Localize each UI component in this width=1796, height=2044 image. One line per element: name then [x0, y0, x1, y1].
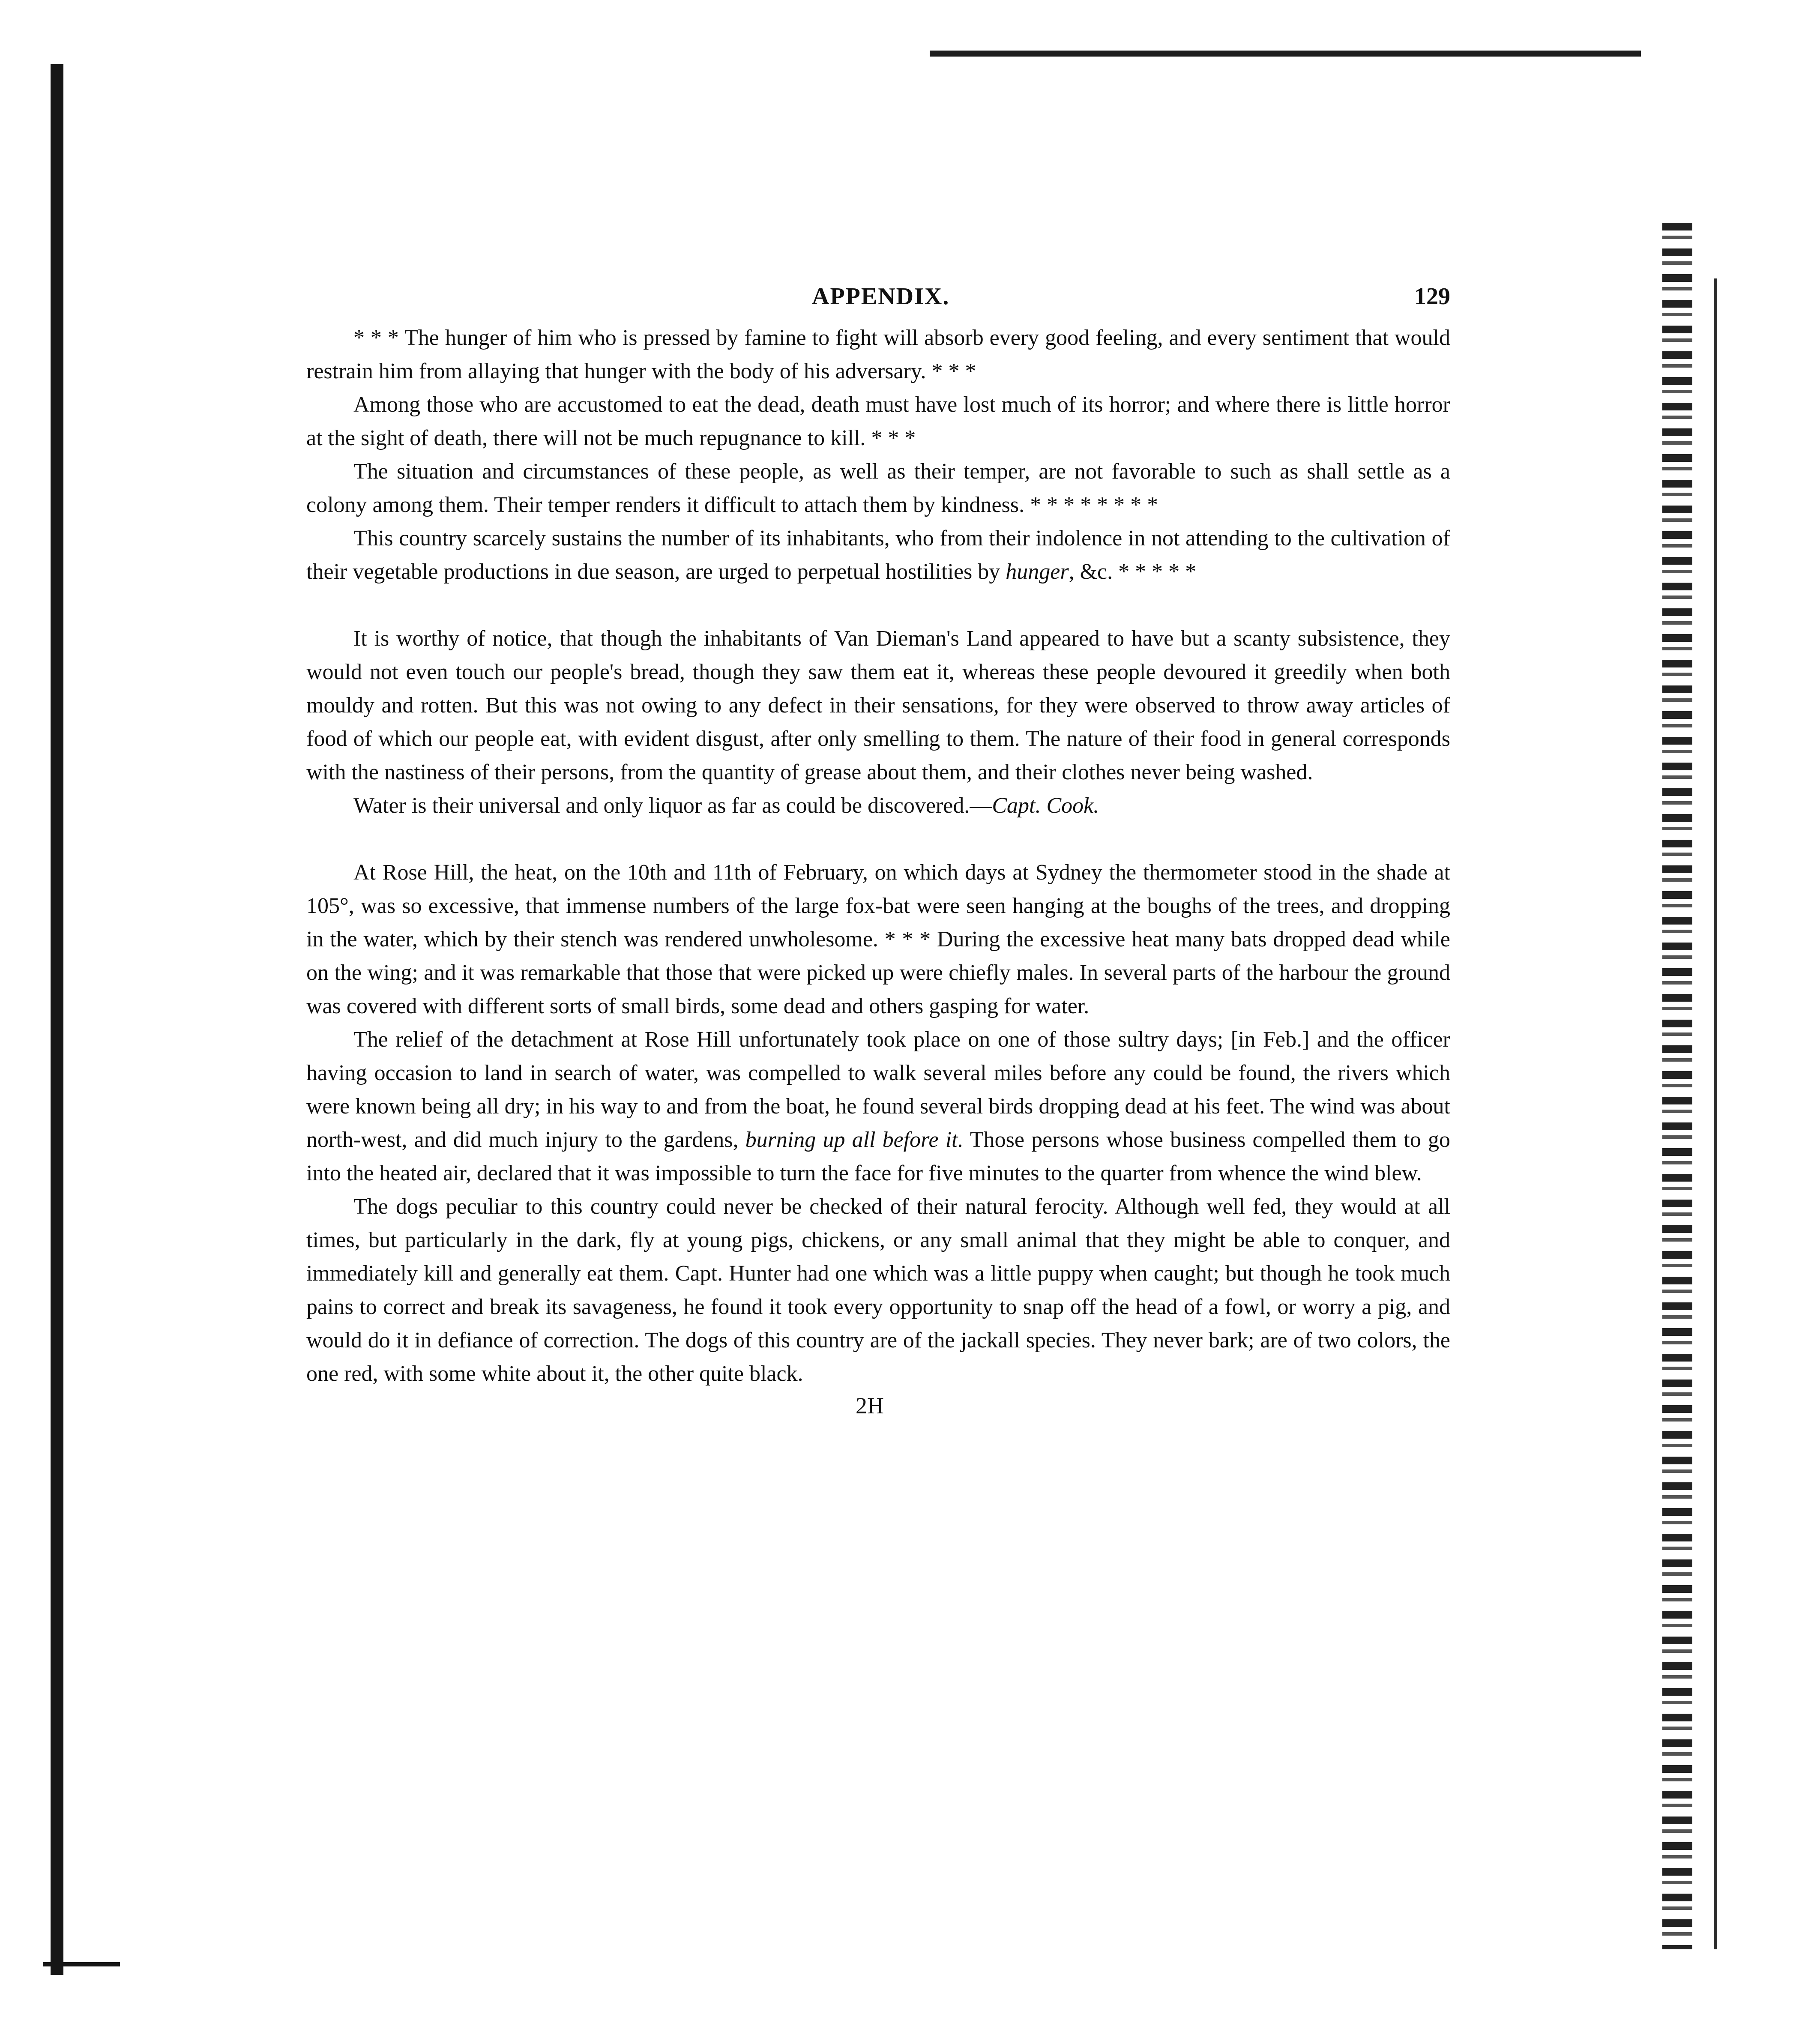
scan-binding-foot	[43, 1962, 120, 1966]
italic-text: hunger	[1006, 560, 1069, 584]
paragraph-text: This country scarcely sustains the number of its inhabitants, who from their indolence in not attending to the cultivation of their vegetable productions in due season, are urged to perpetual hostilities by	[306, 526, 1450, 584]
signature-mark	[306, 1392, 1450, 1431]
paragraph-relief-detachment	[306, 1023, 1450, 1190]
italic-text: burning up all before it.	[745, 1128, 964, 1152]
paragraph-dogs: The dogs peculiar to this country could never be checked of their natural ferocity. Although well fed, they would at all times, but particularly in the dark, fly at young pigs, chickens, or any small animal that they might be able to conquer, and immediately kill and generally eat them. Capt. Hunter had one which was a little puppy when caught; but though he took much pains to correct and break its savageness, he found it took every opportunity to snap off the head of a fowl, or worry a pig, and would do it in defiance of correction. The dogs of this country are of the jackall species. They never bark; are of two colors, the one red, with some white about it, the other quite black.	[306, 1194, 1450, 1386]
paragraph-eat-the-dead: Among those who are accustomed to eat the dead, death must have lost much of its horror; and where there is little horror at the sight of death, there will not be much repugnance to kill. * * *	[306, 392, 1450, 450]
section-gap	[306, 823, 1450, 856]
book-page	[306, 283, 1450, 1431]
paragraph-text: The relief of the detachment at Rose Hill unfortunately took place on one of those sultry days; [in Feb.] and the officer having occasion to land in search of water, was compelled to walk several miles before any could be found, the rivers which were known being all dry; in his way to and from the boat, he found several birds dropping dead at his feet. The wind was about north-west, and did much injury to the gardens,	[306, 1027, 1450, 1152]
citation: Capt. Cook.	[992, 793, 1099, 818]
running-head-title: APPENDIX.	[812, 283, 950, 310]
scan-binding-edge	[51, 64, 63, 1975]
scan-top-mark	[958, 51, 967, 57]
scan-right-edge	[1714, 278, 1717, 1949]
paragraph-water	[306, 789, 1450, 823]
section-gap	[306, 589, 1450, 622]
paragraph-text: Those persons whose business compelled them to go into the heated air, declared that it was impossible to turn the face for five minutes to the quarter from whence the wind blew.	[306, 1128, 1450, 1185]
paragraph-text: Water is their universal and only liquor as far as could be discovered.—	[353, 793, 992, 818]
scan-right-edge-noise	[1662, 223, 1692, 1949]
signature-text: 2H	[856, 1393, 884, 1419]
scan-top-rule	[930, 51, 1641, 57]
running-head	[306, 283, 1450, 321]
paragraph-country	[306, 522, 1450, 589]
paragraph-situation: The situation and circumstances of these people, as well as their temper, are not favorable to such as shall settle as a colony among them. Their temper renders it difficult to attach them by kindness. * * * * * * * *	[306, 459, 1450, 517]
paragraph-text: , &c. * * * * *	[1069, 560, 1197, 584]
scan-top-mark	[936, 51, 944, 57]
paragraph-van-diemans-land: It is worthy of notice, that though the inhabitants of Van Dieman's Land appeared to have but a scanty subsistence, they would not even touch our people's bread, though they saw them eat it, whereas these people devoured it greedily when both mouldy and rotten. But this was not owing to any defect in their sensations, for they were observed to throw away articles of food of which our people eat, with evident disgust, after only smelling to them. The nature of their food in general corresponds with the nastiness of their persons, from the quantity of grease about them, and their clothes never being washed.	[306, 626, 1450, 784]
page-number: 129	[1414, 283, 1450, 310]
paragraph-rose-hill-heat: At Rose Hill, the heat, on the 10th and 11th of February, on which days at Sydney the thermometer stood in the shade at 105°, was so excessive, that immense numbers of the large fox-bat were seen hanging at the boughs of the trees, and dropping in the water, which by their stench was rendered unwholesome. * * * During the excessive heat many bats dropped dead while on the wing; and it was remarkable that those that were picked up were chiefly males. In several parts of the harbour the ground was covered with different sorts of small birds, some dead and others gasping for water.	[306, 860, 1450, 1018]
paragraph-hunger: * * * The hunger of him who is pressed by famine to fight will absorb every good feeling, and every sentiment that would restrain him from allaying that hunger with the body of his adversary. * * *	[306, 326, 1450, 383]
